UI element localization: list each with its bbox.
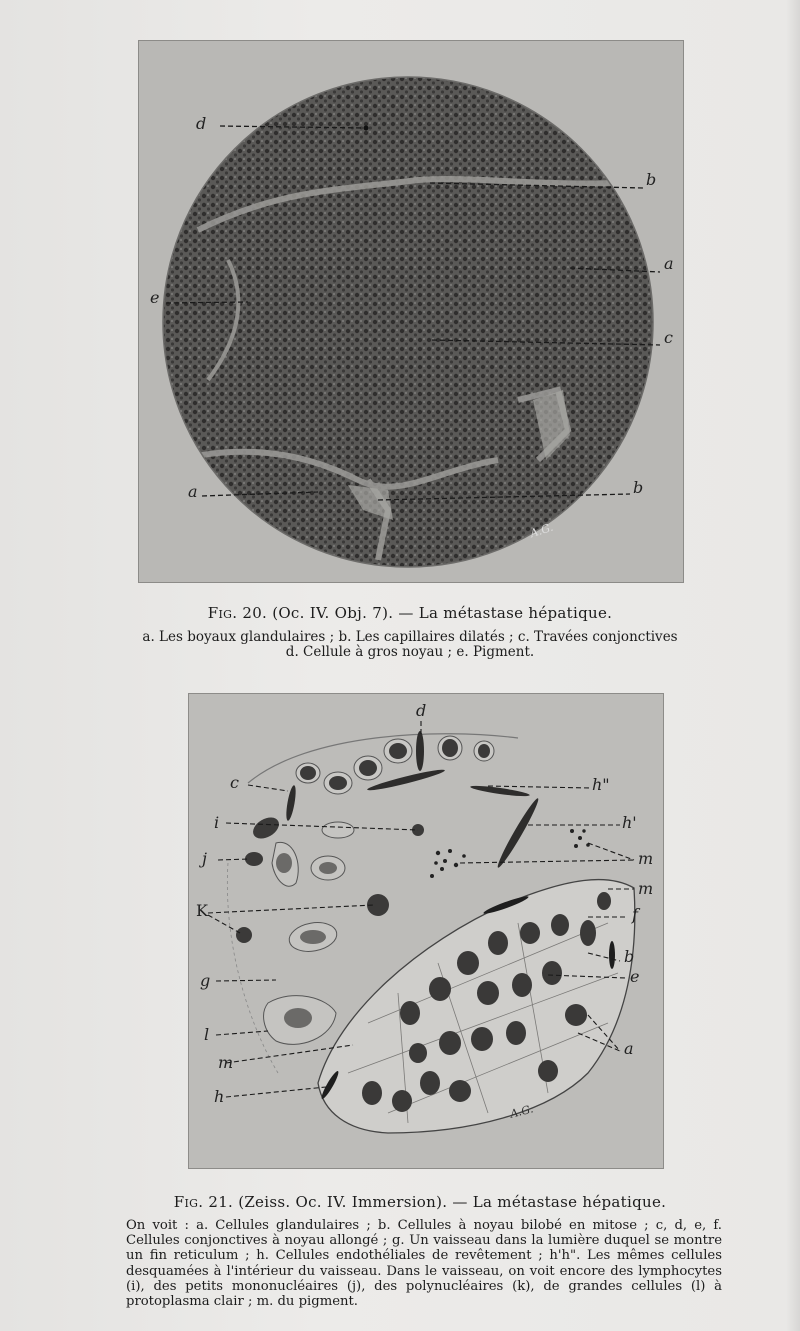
fig21-label-h-left: h [214, 1087, 225, 1106]
fig21-label-c: c [230, 773, 239, 792]
fig21-label-i: i [214, 813, 220, 832]
fig20-label-b-top: b [646, 170, 657, 189]
figure-20-legend-line-1: a. Les boyaux glandulaires ; b. Les capillaires dilatés ; c. Travées conjonctives [142, 629, 678, 645]
figure-20-micrograph [138, 40, 684, 583]
fig20-label-d: d [196, 114, 207, 133]
page-edge-shadow [786, 0, 800, 1331]
figure-21-caption-title [160, 1193, 680, 1211]
fig21-label-a: a [624, 1039, 634, 1058]
fig20-label-a-left: a [188, 482, 198, 501]
fig21-label-m-left: m [218, 1053, 234, 1072]
fig21-label-l: l [204, 1025, 210, 1044]
fig21-label-e: e [630, 967, 640, 986]
figure-20-legend [120, 630, 700, 660]
figure-21-caption-text: 21. (Zeiss. Oc. IV. Immersion). — La métastase hépatique. [203, 1193, 667, 1211]
fig21-label-m-right-1: m [638, 849, 654, 868]
fig21-label-h-prime: h' [622, 813, 637, 832]
fig21-label-d: d [416, 701, 427, 720]
fig21-signature: A.G. [508, 1102, 535, 1121]
figure-21-legend: On voit : a. Cellules glandulaires ; b. Cellules à noyau bilobé en mitose ; c, d, e, f. Cellules conjonctives à noyau allongé ; g. Un vaisseau dans la lumière duquel se montre un fin reticulum ; h. Cellules endothéliales de revêtement ; h'h". Les mêmes cellules desquamées à l'intérieur du vaisseau. Dans le vaisseau, on voit encore des lymphocytes (i), des petits mononucléaires (j), des polynucléaires (k), de grandes cellules (l) à protoplasma clair ; m. du pigment. [126, 1218, 722, 1310]
fig20-signature: A.G. [528, 520, 555, 541]
fig21-label-b: b [624, 947, 635, 966]
figure-21-drawing [188, 693, 664, 1169]
fig21-label-m-right-2: m [638, 879, 654, 898]
figure-21-plate [188, 693, 664, 1169]
fig21-label-g: g [200, 971, 211, 990]
fig21-label-j: j [202, 849, 207, 868]
figure-20-caption-prefix: Fig. [207, 604, 238, 622]
figure-20-legend-line-2: d. Cellule à gros noyau ; e. Pigment. [285, 644, 535, 660]
fig20-label-a-right: a [664, 254, 674, 273]
figure-20-plate [138, 40, 684, 583]
fig20-label-c: c [664, 328, 673, 347]
fig20-label-b-bottom: b [633, 478, 644, 497]
figure-20-caption-text: 20. (Oc. IV. Obj. 7). — La métastase hépatique. [237, 604, 613, 622]
figure-21-caption-prefix: Fig. [173, 1193, 204, 1211]
fig21-label-h-double-prime: h" [592, 775, 610, 794]
fig20-label-e: e [150, 288, 160, 307]
fig21-label-f: f [632, 905, 638, 924]
figure-20-caption-title [140, 604, 680, 622]
fig21-label-K: K [196, 901, 208, 920]
